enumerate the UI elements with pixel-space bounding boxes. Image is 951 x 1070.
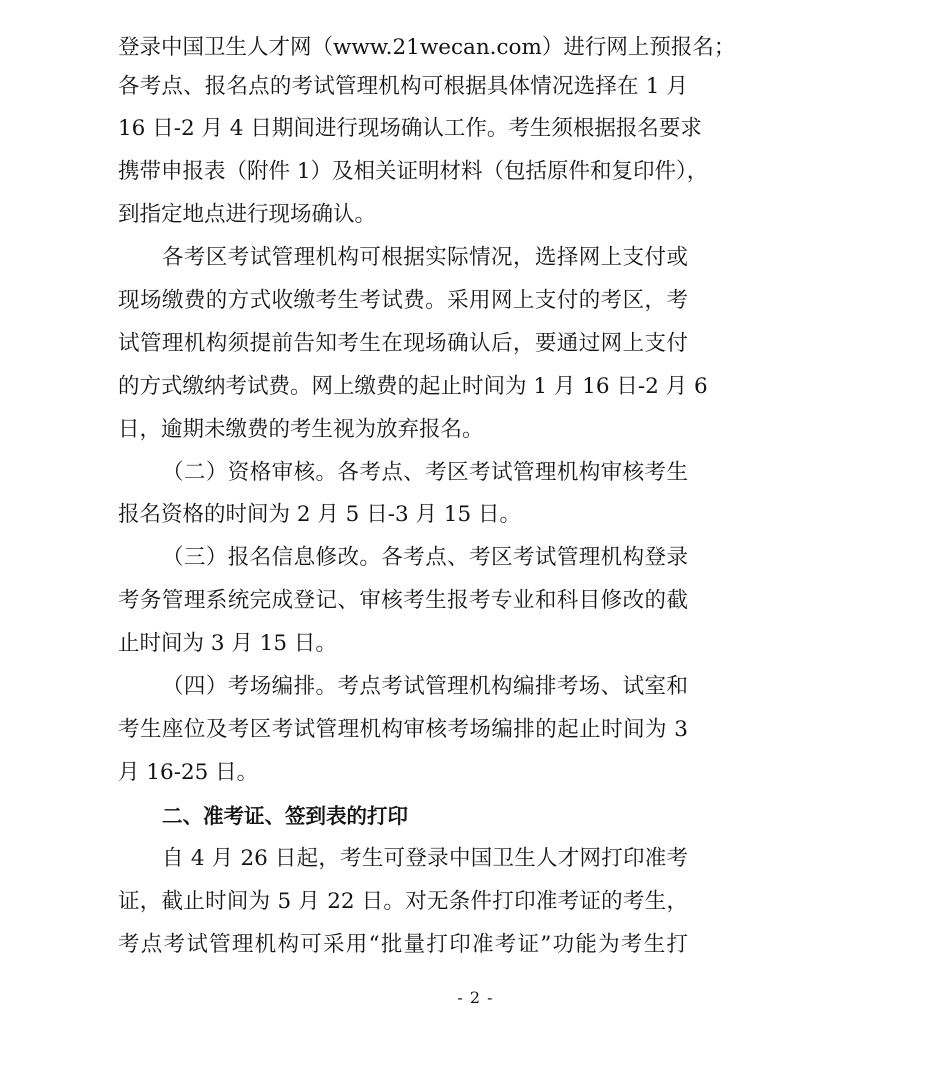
paragraph-line: 考点考试管理机构可采用“批量打印准考证”功能为考生打 <box>118 932 688 957</box>
paragraph-line: （二）资格审核。各考点、考区考试管理机构审核考生 <box>162 460 688 485</box>
paragraph-line: 日，逾期未缴费的考生视为放弃报名。 <box>118 417 484 442</box>
paragraph-line: 16 日-2 月 4 日期间进行现场确认工作。考生须根据报名要求 <box>118 116 702 141</box>
paragraph-line: 各考区考试管理机构可根据实际情况，选择网上支付或 <box>162 245 688 270</box>
paragraph-line: 的方式缴纳考试费。网上缴费的起止时间为 1 月 16 日-2 月 6 <box>118 374 708 399</box>
paragraph-line: （三）报名信息修改。各考点、考区考试管理机构登录 <box>162 545 688 570</box>
paragraph-line: 现场缴费的方式收缴考生考试费。采用网上支付的考区，考 <box>118 288 688 313</box>
paragraph-line: 止时间为 3 月 15 日。 <box>118 631 337 656</box>
paragraph-line: 月 16-25 日。 <box>118 760 259 785</box>
paragraph-line: 证，截止时间为 5 月 22 日。对无条件打印准考证的考生， <box>118 889 688 914</box>
paragraph-line: 携带申报表（附件 1）及相关证明材料（包括原件和复印件）， <box>118 159 709 184</box>
page-number: - 2 - <box>457 988 494 1007</box>
paragraph-line: 到指定地点进行现场确认。 <box>118 202 377 227</box>
paragraph-line: 试管理机构须提前告知考生在现场确认后，要通过网上支付 <box>118 331 688 356</box>
paragraph-line: 报名资格的时间为 2 月 5 日-3 月 15 日。 <box>118 502 522 527</box>
paragraph-line: （四）考场编排。考点考试管理机构编排考场、试室和 <box>162 674 688 699</box>
paragraph-line: 自 4 月 26 日起，考生可登录中国卫生人才网打印准考 <box>162 846 688 871</box>
paragraph-line: 各考点、报名点的考试管理机构可根据具体情况选择在 1 月 <box>118 74 688 99</box>
paragraph-line: 考务管理系统完成登记、审核考生报考专业和科目修改的截 <box>118 588 688 613</box>
section-heading: 二、准考证、签到表的打印 <box>162 804 408 828</box>
paragraph-line: 登录中国卫生人才网（www.21wecan.com）进行网上预报名； <box>118 35 736 60</box>
paragraph-line: 考生座位及考区考试管理机构审核考场编排的起止时间为 3 <box>118 717 688 742</box>
